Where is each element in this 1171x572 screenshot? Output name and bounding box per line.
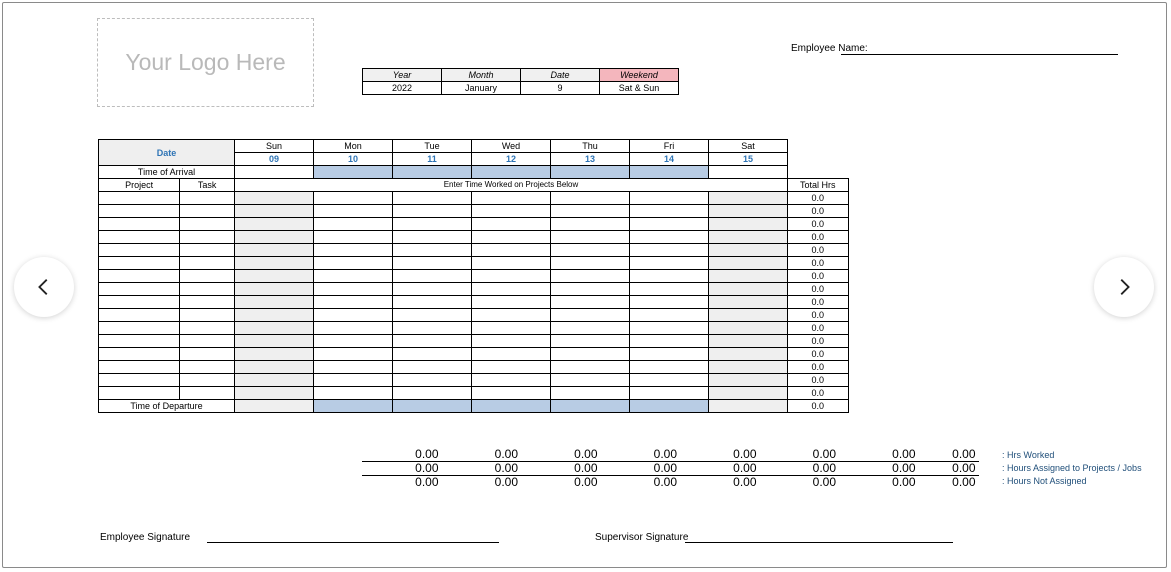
row-total: 0.0 xyxy=(788,244,849,257)
departure-label: Time of Departure xyxy=(99,400,235,413)
hours-cell-sat[interactable] xyxy=(709,192,788,205)
total-value: 0.00 xyxy=(415,461,439,475)
hours-cell-tue[interactable] xyxy=(393,335,472,348)
totals-row-hrs-not-assigned xyxy=(362,476,979,489)
task-cell[interactable] xyxy=(180,296,235,309)
hours-cell-wed[interactable] xyxy=(472,348,551,361)
hours-cell-sat[interactable] xyxy=(709,348,788,361)
table-row xyxy=(99,309,849,322)
project-cell[interactable] xyxy=(99,244,180,257)
hours-cell-mon[interactable] xyxy=(314,322,393,335)
day-number: 14 xyxy=(630,153,709,166)
hours-cell-thu[interactable] xyxy=(551,192,630,205)
hours-cell-sun[interactable] xyxy=(235,348,314,361)
table-row xyxy=(99,244,849,257)
hours-cell-fri[interactable] xyxy=(630,387,709,400)
supervisor-signature-field[interactable] xyxy=(595,532,953,543)
task-cell[interactable] xyxy=(180,335,235,348)
task-cell[interactable] xyxy=(180,387,235,400)
project-cell[interactable] xyxy=(99,257,180,270)
hours-cell-sun[interactable] xyxy=(235,205,314,218)
hours-cell-sat[interactable] xyxy=(709,218,788,231)
hours-cell-sat[interactable] xyxy=(709,335,788,348)
hours-cell-thu[interactable] xyxy=(551,270,630,283)
hours-cell-fri[interactable] xyxy=(630,361,709,374)
hours-cell-mon[interactable] xyxy=(314,205,393,218)
total-value: 0.00 xyxy=(574,447,598,461)
day-number: 12 xyxy=(472,153,551,166)
total-value: 0.00 xyxy=(574,461,598,475)
date-label: Date xyxy=(99,140,235,166)
project-cell[interactable] xyxy=(99,335,180,348)
hours-cell-wed[interactable] xyxy=(472,374,551,387)
hours-cell-mon[interactable] xyxy=(314,361,393,374)
table-row xyxy=(99,205,849,218)
hours-cell-sun[interactable] xyxy=(235,387,314,400)
chevron-left-icon xyxy=(33,276,55,298)
task-cell[interactable] xyxy=(180,322,235,335)
hours-cell-sat[interactable] xyxy=(709,270,788,283)
row-total: 0.0 xyxy=(788,361,849,374)
arrival-cell[interactable] xyxy=(630,166,709,179)
hours-cell-wed[interactable] xyxy=(472,296,551,309)
hours-cell-tue[interactable] xyxy=(393,205,472,218)
info-header-month: Month xyxy=(442,69,521,82)
hours-cell-sat[interactable] xyxy=(709,244,788,257)
table-row xyxy=(99,374,849,387)
arrival-cell[interactable] xyxy=(393,166,472,179)
row-total: 0.0 xyxy=(788,309,849,322)
hours-cell-sat[interactable] xyxy=(709,257,788,270)
info-value-year: 2022 xyxy=(363,82,442,95)
hours-cell-mon[interactable] xyxy=(314,283,393,296)
hours-cell-sun[interactable] xyxy=(235,244,314,257)
task-cell[interactable] xyxy=(180,361,235,374)
hours-cell-wed[interactable] xyxy=(472,387,551,400)
hours-cell-sat[interactable] xyxy=(709,296,788,309)
hours-cell-sun[interactable] xyxy=(235,296,314,309)
hours-cell-fri[interactable] xyxy=(630,231,709,244)
row-total: 0.0 xyxy=(788,231,849,244)
totals-labels xyxy=(1002,449,1142,488)
total-value: 0.00 xyxy=(653,461,677,475)
hours-cell-tue[interactable] xyxy=(393,231,472,244)
hours-cell-thu[interactable] xyxy=(551,244,630,257)
departure-cell[interactable] xyxy=(314,400,393,413)
project-cell[interactable] xyxy=(99,296,180,309)
timesheet-grid xyxy=(98,139,849,413)
project-header: Project xyxy=(99,179,180,192)
hours-cell-mon[interactable] xyxy=(314,244,393,257)
hours-cell-mon[interactable] xyxy=(314,348,393,361)
hours-cell-fri[interactable] xyxy=(630,192,709,205)
hours-cell-sun[interactable] xyxy=(235,270,314,283)
total-value: 0.00 xyxy=(892,461,916,475)
hours-cell-sat[interactable] xyxy=(709,387,788,400)
total-value: 0.00 xyxy=(494,447,518,461)
hours-cell-tue[interactable] xyxy=(393,322,472,335)
info-header-year: Year xyxy=(363,69,442,82)
task-cell[interactable] xyxy=(180,244,235,257)
day-number: 10 xyxy=(314,153,393,166)
project-cell[interactable] xyxy=(99,218,180,231)
row-total: 0.0 xyxy=(788,335,849,348)
project-cell[interactable] xyxy=(99,192,180,205)
table-row xyxy=(99,335,849,348)
departure-cell[interactable] xyxy=(235,400,314,413)
hours-cell-mon[interactable] xyxy=(314,257,393,270)
day-name: Mon xyxy=(314,140,393,153)
task-cell[interactable] xyxy=(180,283,235,296)
employee-signature-label: Employee Signature xyxy=(100,532,191,543)
hours-cell-thu[interactable] xyxy=(551,257,630,270)
document-page xyxy=(2,2,1167,568)
project-cell[interactable] xyxy=(99,283,180,296)
total-value: 0.00 xyxy=(892,475,916,489)
hours-cell-wed[interactable] xyxy=(472,192,551,205)
hours-cell-tue[interactable] xyxy=(393,374,472,387)
hrs-assigned-label: : Hours Assigned to Projects / Jobs xyxy=(1002,463,1142,473)
project-cell[interactable] xyxy=(99,205,180,218)
hours-cell-sun[interactable] xyxy=(235,231,314,244)
hours-cell-sun[interactable] xyxy=(235,192,314,205)
row-total: 0.0 xyxy=(788,348,849,361)
hours-cell-wed[interactable] xyxy=(472,283,551,296)
row-total: 0.0 xyxy=(788,296,849,309)
hours-cell-fri[interactable] xyxy=(630,296,709,309)
hours-cell-mon[interactable] xyxy=(314,296,393,309)
info-value-month: January xyxy=(442,82,521,95)
hours-cell-fri[interactable] xyxy=(630,257,709,270)
row-total: 0.0 xyxy=(788,257,849,270)
hours-cell-wed[interactable] xyxy=(472,231,551,244)
hours-cell-thu[interactable] xyxy=(551,309,630,322)
day-name: Thu xyxy=(551,140,630,153)
employee-name-label: Employee Name: xyxy=(791,43,868,54)
day-number: 09 xyxy=(235,153,314,166)
hours-cell-mon[interactable] xyxy=(314,218,393,231)
total-value: 0.00 xyxy=(415,475,439,489)
day-number: 13 xyxy=(551,153,630,166)
hours-cell-sun[interactable] xyxy=(235,257,314,270)
grand-total-value: 0.00 xyxy=(952,461,976,475)
day-name: Tue xyxy=(393,140,472,153)
total-value: 0.00 xyxy=(733,461,757,475)
hours-cell-tue[interactable] xyxy=(393,296,472,309)
next-page-button[interactable] xyxy=(1094,257,1154,317)
row-total: 0.0 xyxy=(788,205,849,218)
total-value: 0.00 xyxy=(733,475,757,489)
logo-text: Your Logo Here xyxy=(125,49,286,75)
hours-cell-thu[interactable] xyxy=(551,283,630,296)
hours-cell-tue[interactable] xyxy=(393,244,472,257)
project-cell[interactable] xyxy=(99,322,180,335)
hours-cell-sat[interactable] xyxy=(709,283,788,296)
row-total: 0.0 xyxy=(788,283,849,296)
hours-cell-sun[interactable] xyxy=(235,322,314,335)
chevron-right-icon xyxy=(1113,276,1135,298)
hours-cell-sat[interactable] xyxy=(709,361,788,374)
total-value: 0.00 xyxy=(415,447,439,461)
hours-cell-thu[interactable] xyxy=(551,322,630,335)
day-name: Wed xyxy=(472,140,551,153)
hours-cell-sun[interactable] xyxy=(235,374,314,387)
project-cell[interactable] xyxy=(99,387,180,400)
table-row xyxy=(99,270,849,283)
row-total: 0.0 xyxy=(788,192,849,205)
hours-cell-thu[interactable] xyxy=(551,205,630,218)
table-row xyxy=(99,192,849,205)
total-value: 0.00 xyxy=(892,447,916,461)
hours-cell-fri[interactable] xyxy=(630,374,709,387)
hours-cell-wed[interactable] xyxy=(472,309,551,322)
hours-cell-sat[interactable] xyxy=(709,205,788,218)
totals-section xyxy=(362,448,979,489)
hours-cell-tue[interactable] xyxy=(393,387,472,400)
day-number: 11 xyxy=(393,153,472,166)
task-cell[interactable] xyxy=(180,231,235,244)
arrival-cell[interactable] xyxy=(709,166,788,179)
hours-cell-sat[interactable] xyxy=(709,231,788,244)
hours-cell-sun[interactable] xyxy=(235,335,314,348)
arrival-label: Time of Arrival xyxy=(99,166,235,179)
prev-page-button[interactable] xyxy=(14,257,74,317)
departure-cell[interactable] xyxy=(709,400,788,413)
hours-cell-tue[interactable] xyxy=(393,309,472,322)
hours-cell-tue[interactable] xyxy=(393,192,472,205)
info-header-weekend: Weekend xyxy=(600,69,679,82)
table-row xyxy=(99,361,849,374)
hours-cell-fri[interactable] xyxy=(630,283,709,296)
arrival-cell[interactable] xyxy=(314,166,393,179)
table-row xyxy=(99,348,849,361)
project-rows xyxy=(99,192,849,400)
departure-cell[interactable] xyxy=(393,400,472,413)
hours-cell-fri[interactable] xyxy=(630,348,709,361)
info-value-weekend: Sat & Sun xyxy=(600,82,679,95)
task-cell[interactable] xyxy=(180,374,235,387)
total-value: 0.00 xyxy=(494,475,518,489)
total-value: 0.00 xyxy=(574,475,598,489)
row-total: 0.0 xyxy=(788,374,849,387)
departure-cell[interactable] xyxy=(472,400,551,413)
task-cell[interactable] xyxy=(180,309,235,322)
hours-cell-fri[interactable] xyxy=(630,244,709,257)
hours-cell-mon[interactable] xyxy=(314,335,393,348)
project-cell[interactable] xyxy=(99,231,180,244)
hours-cell-wed[interactable] xyxy=(472,218,551,231)
table-row xyxy=(99,283,849,296)
total-value: 0.00 xyxy=(733,447,757,461)
hours-cell-tue[interactable] xyxy=(393,361,472,374)
day-name: Sun xyxy=(235,140,314,153)
arrival-cell[interactable] xyxy=(235,166,314,179)
hours-cell-thu[interactable] xyxy=(551,218,630,231)
hours-cell-wed[interactable] xyxy=(472,244,551,257)
hours-cell-thu[interactable] xyxy=(551,231,630,244)
hours-cell-thu[interactable] xyxy=(551,348,630,361)
hours-cell-thu[interactable] xyxy=(551,296,630,309)
hours-cell-tue[interactable] xyxy=(393,270,472,283)
totals-row-hrs-worked xyxy=(362,448,979,462)
employee-name-field[interactable] xyxy=(791,43,868,54)
project-cell[interactable] xyxy=(99,374,180,387)
hours-cell-mon[interactable] xyxy=(314,309,393,322)
hrs-not-assigned-label: : Hours Not Assigned xyxy=(1002,476,1087,486)
task-cell[interactable] xyxy=(180,218,235,231)
hours-cell-thu[interactable] xyxy=(551,361,630,374)
info-header-date: Date xyxy=(521,69,600,82)
project-cell[interactable] xyxy=(99,361,180,374)
task-cell[interactable] xyxy=(180,192,235,205)
hours-cell-wed[interactable] xyxy=(472,322,551,335)
day-name: Fri xyxy=(630,140,709,153)
employee-name-line xyxy=(841,54,1118,55)
hours-cell-fri[interactable] xyxy=(630,309,709,322)
hours-cell-wed[interactable] xyxy=(472,205,551,218)
logo-placeholder xyxy=(97,18,314,107)
arrival-cell[interactable] xyxy=(551,166,630,179)
hours-cell-wed[interactable] xyxy=(472,335,551,348)
project-cell[interactable] xyxy=(99,348,180,361)
totals-row-hrs-assigned xyxy=(362,462,979,476)
supervisor-signature-label: Supervisor Signature xyxy=(595,532,689,543)
total-value: 0.00 xyxy=(812,461,836,475)
hours-cell-sun[interactable] xyxy=(235,309,314,322)
hours-cell-tue[interactable] xyxy=(393,218,472,231)
employee-signature-field[interactable] xyxy=(100,532,499,543)
row-total: 0.0 xyxy=(788,218,849,231)
hours-cell-fri[interactable] xyxy=(630,335,709,348)
total-value: 0.00 xyxy=(812,447,836,461)
hours-cell-sat[interactable] xyxy=(709,374,788,387)
table-row xyxy=(99,257,849,270)
hours-cell-mon[interactable] xyxy=(314,231,393,244)
table-row xyxy=(99,218,849,231)
hours-cell-thu[interactable] xyxy=(551,374,630,387)
hours-cell-tue[interactable] xyxy=(393,257,472,270)
table-row xyxy=(99,296,849,309)
day-name: Sat xyxy=(709,140,788,153)
hours-cell-thu[interactable] xyxy=(551,335,630,348)
grand-total-value: 0.00 xyxy=(952,475,976,489)
date-info-table xyxy=(362,68,679,95)
table-row xyxy=(99,231,849,244)
table-row xyxy=(99,387,849,400)
hours-cell-fri[interactable] xyxy=(630,218,709,231)
hours-cell-sun[interactable] xyxy=(235,283,314,296)
row-total: 0.0 xyxy=(788,322,849,335)
project-cell[interactable] xyxy=(99,270,180,283)
hours-cell-wed[interactable] xyxy=(472,270,551,283)
task-cell[interactable] xyxy=(180,270,235,283)
task-cell[interactable] xyxy=(180,348,235,361)
day-number: 15 xyxy=(709,153,788,166)
task-cell[interactable] xyxy=(180,257,235,270)
total-value: 0.00 xyxy=(494,461,518,475)
departure-cell[interactable] xyxy=(630,400,709,413)
total-value: 0.00 xyxy=(653,447,677,461)
hours-cell-sat[interactable] xyxy=(709,309,788,322)
hours-cell-thu[interactable] xyxy=(551,387,630,400)
grand-total-value: 0.00 xyxy=(952,447,976,461)
task-cell[interactable] xyxy=(180,205,235,218)
enter-time-header: Enter Time Worked on Projects Below xyxy=(235,179,788,192)
hours-cell-wed[interactable] xyxy=(472,361,551,374)
employee-signature-line xyxy=(207,542,499,543)
hours-cell-sun[interactable] xyxy=(235,361,314,374)
hours-cell-tue[interactable] xyxy=(393,283,472,296)
hours-cell-mon[interactable] xyxy=(314,387,393,400)
hours-cell-sat[interactable] xyxy=(709,322,788,335)
hours-cell-tue[interactable] xyxy=(393,348,472,361)
supervisor-signature-line xyxy=(685,542,953,543)
info-value-date: 9 xyxy=(521,82,600,95)
row-total: 0.0 xyxy=(788,387,849,400)
table-row xyxy=(99,322,849,335)
hours-cell-mon[interactable] xyxy=(314,270,393,283)
total-hrs-header: Total Hrs xyxy=(788,179,849,192)
row-total: 0.0 xyxy=(788,270,849,283)
hours-cell-fri[interactable] xyxy=(630,322,709,335)
arrival-cell[interactable] xyxy=(472,166,551,179)
project-cell[interactable] xyxy=(99,309,180,322)
hours-cell-fri[interactable] xyxy=(630,205,709,218)
departure-total: 0.0 xyxy=(788,400,849,413)
hours-cell-mon[interactable] xyxy=(314,192,393,205)
departure-cell[interactable] xyxy=(551,400,630,413)
total-value: 0.00 xyxy=(653,475,677,489)
task-header: Task xyxy=(180,179,235,192)
hours-cell-sun[interactable] xyxy=(235,218,314,231)
total-value: 0.00 xyxy=(812,475,836,489)
hours-cell-wed[interactable] xyxy=(472,257,551,270)
hours-cell-fri[interactable] xyxy=(630,270,709,283)
hours-cell-mon[interactable] xyxy=(314,374,393,387)
hrs-worked-label: : Hrs Worked xyxy=(1002,450,1055,460)
